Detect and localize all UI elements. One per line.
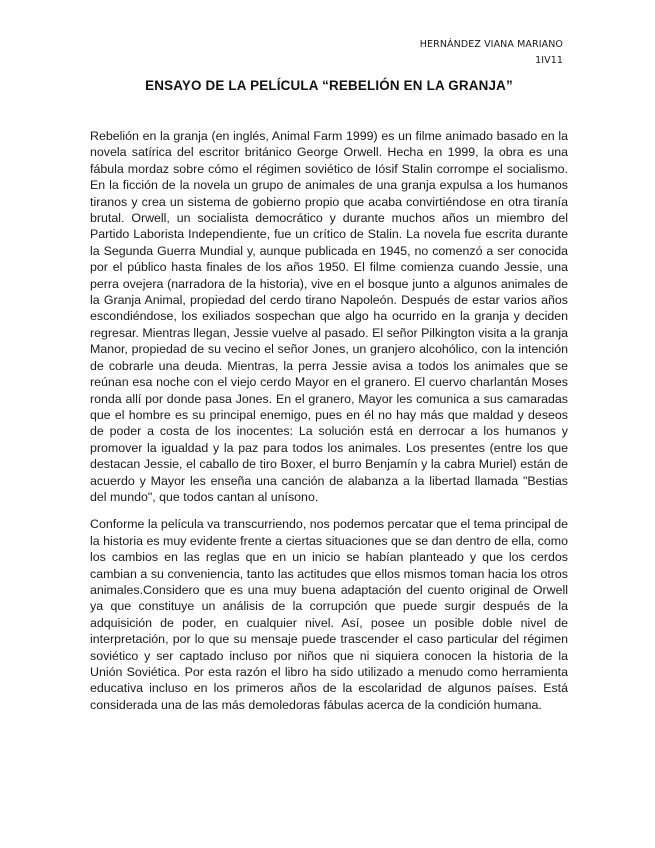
page-header	[420, 37, 563, 69]
document-title: ENSAYO DE LA PELÍCULA “REBELIÓN EN LA GRANJA”	[145, 78, 513, 93]
group-code: 1IV11	[535, 55, 563, 66]
paragraph-2: Conforme la película va transcurriendo, nos podemos percatar que el tema principal de la historia es muy evidente frente a ciertas situaciones que se dan dentro de ella, como los cambios en las reglas que en un inicio se habían planteado y que los cerdos cambian a su conveniencia, tanto las actitudes que ellos mismos toman hacia los otros animales.Considero que es una muy buena adaptación del cuento original de Orwell ya que constituye un análisis de la corrupción que puede surgir después de la adquisición de poder, en cualquier nivel. Así, posee un posible doble nivel de interpretación, por lo que su mensaje puede trascender el caso particular del régimen soviético y ser captado incluso por niños que ni siquiera conocen la historia de la Unión Soviética. Por esta razón el libro ha sido utilizado a menudo como herramienta educativa incluso en los primeros años de la escolaridad de algunos países. Está considerada una de las más demoledoras fábulas acerca de la condición humana.	[90, 517, 569, 712]
author-name: HERNÁNDEZ VIANA MARIANO	[419, 39, 563, 50]
paragraph-1: Rebelión en la granja (en inglés, Animal Farm 1999) es un filme animado basado en la novela satírica del escritor británico George Orwell. Hecha en 1999, la obra es una fábula mordaz sobre cómo el régimen soviético de Iósif Stalin corrompe el socialismo. En la ficción de la novela un grupo de animales de una granja expulsa a los humanos tiranos y crea un sistema de gobierno propio que acaba convirtiéndose en otra tiranía brutal. Orwell, un socialista democrático y durante muchos años un miembro del Partido Laborista Independiente, fue un crítico de Stalin. La novela fue escrita durante la Segunda Guerra Mundial y, aunque publicada en 1945, no comenzó a ser conocida por el público hasta finales de los años 1950. El filme comienza cuando Jessie, una perra ovejera (narradora de la historia), vive en el bosque junto a algunos animales de la Granja Animal, propiedad del cerdo tirano Napoleón. Después de estar varios años escondiéndose, los exiliados sospechan que algo ha ocurrido en la granja y deciden regresar. Mientras llegan, Jessie vuelve al pasado. El señor Pilkington visita a la granja Manor, propiedad de su vecino el señor Jones, un granjero alcohólico, con la intención de cobrarle una deuda. Mientras, la perra Jessie avisa a todos los animales que se reúnan esa noche con el viejo cerdo Mayor en el granero. El cuervo charlantán Moses ronda allí por donde pasa Jones. En el granero, Mayor les comunica a sus camaradas que el hombre es su principal enemigo, pues en él no hay más que maldad y deseos de poder a costa de los inocentes: La solución está en derrocar a los humanos y promover la igualdad y la paz para todos los animales. Los presentes (entre los que destacan Jessie, el caballo de tiro Boxer, el burro Benjamín y la cabra Muriel) están de acuerdo y Mayor les enseña una canción de alabanza a la libertad llamada "Bestias del mundo", que todos cantan al unísono.	[90, 129, 568, 504]
document-body	[90, 128, 568, 713]
